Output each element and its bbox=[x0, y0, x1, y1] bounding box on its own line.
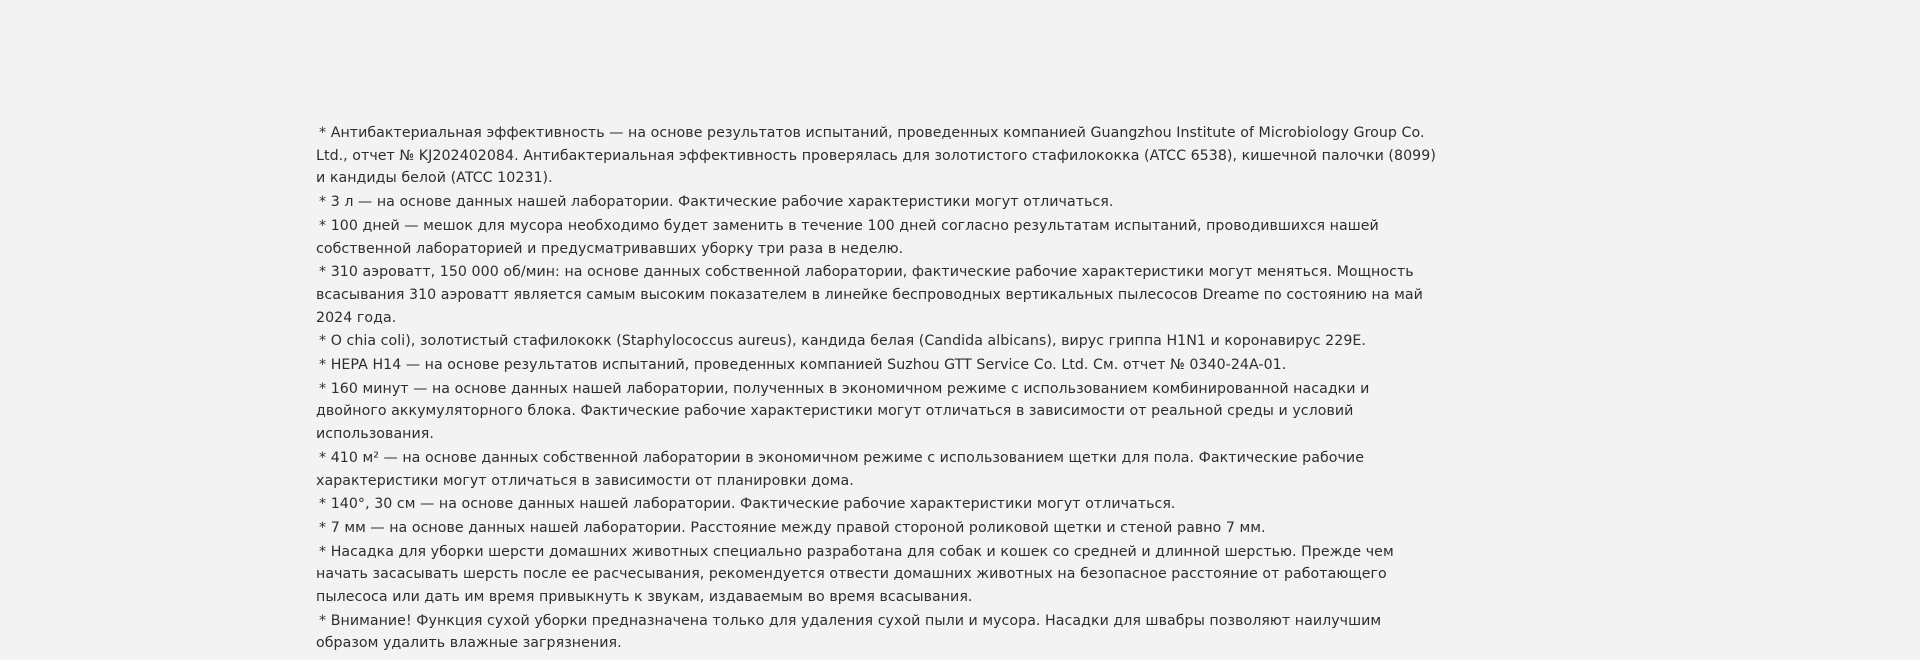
footnote-hepa: * HEPA H14 — на основе результатов испытаний, проведенных компанией Suzhou GTT Service Co. Ltd. См. отчет № 0340-24A-01. bbox=[319, 357, 1287, 374]
footnote-pet-brush: * Насадка для уборки шерсти домашних животных специально разработана для собак и кошек со средней и длинной шерстью. Прежде чем начать засасывать шерсть после ее расчесывания, рекомендуется отвести домашних животных на безопасное расстояние от работающего пылесоса или дать им время привыкнуть к звукам, издаваемым во время всасывания. bbox=[316, 543, 1394, 606]
footnote-suction-power: * 310 аэроватт, 150 000 об/мин: на основе данных собственной лаборатории, фактические рабочие характеристики могут меняться. Мощность всасывания 310 аэроватт является самым высоким показателем в линейке беспроводных вертикальных пылесосов Dreame по состоянию на май 2024 года. bbox=[316, 264, 1423, 326]
footnote-edge-distance: * 7 мм — на основе данных нашей лаборатории. Расстояние между правой стороной роликовой щетки и стеной равно 7 мм. bbox=[319, 519, 1266, 536]
footnotes-list bbox=[316, 122, 1436, 656]
footnote-runtime: * 160 минут — на основе данных нашей лаборатории, полученных в экономичном режиме с использованием комбинированной насадки и двойного аккумуляторного блока. Фактические рабочие характеристики могут отличаться в зависимости от реальной среды и условий использования. bbox=[316, 380, 1370, 443]
footnote-bend-angle: * 140°, 30 см — на основе данных нашей лаборатории. Фактические рабочие характеристики могут отличаться. bbox=[319, 496, 1176, 513]
footnote-dry-cleaning-warning: * Внимание! Функция сухой уборки предназначена только для удаления сухой пыли и мусора. Насадки для швабры позволяют наилучшим образом удалить влажные загрязнения. bbox=[316, 612, 1382, 652]
footnote-coverage: * 410 м² — на основе данных собственной лаборатории в экономичном режиме с использованием щетки для пола. Фактические рабочие характеристики могут отличаться в зависимости от планировки дома. bbox=[316, 449, 1364, 489]
footnote-capacity: * 3 л — на основе данных нашей лаборатории. Фактические рабочие характеристики могут отличаться. bbox=[319, 194, 1114, 211]
footnote-dust-bag: * 100 дней — мешок для мусора необходимо будет заменить в течение 100 дней согласно результатам испытаний, проводившихся нашей собственной лабораторией и предусматривавших уборку три раза в неделю. bbox=[316, 217, 1379, 257]
footnote-antibacterial: * Антибактериальная эффективность — на основе результатов испытаний, проведенных компанией Guangzhou Institute of Microbiology Group Co. Ltd., отчет № KJ202402084. Антибактериальная эффективность проверялась для золотистого стафилококка (ATCC 6538), кишечной палочки (8099) и кандиды белой (ATCC 10231). bbox=[316, 125, 1436, 187]
footnote-pathogens: * O chia coli), золотистый стафилококк (Staphylococcus aureus), кандида белая (Candida albicans), вирус гриппа H1N1 и коронавирус 229E. bbox=[319, 333, 1366, 350]
